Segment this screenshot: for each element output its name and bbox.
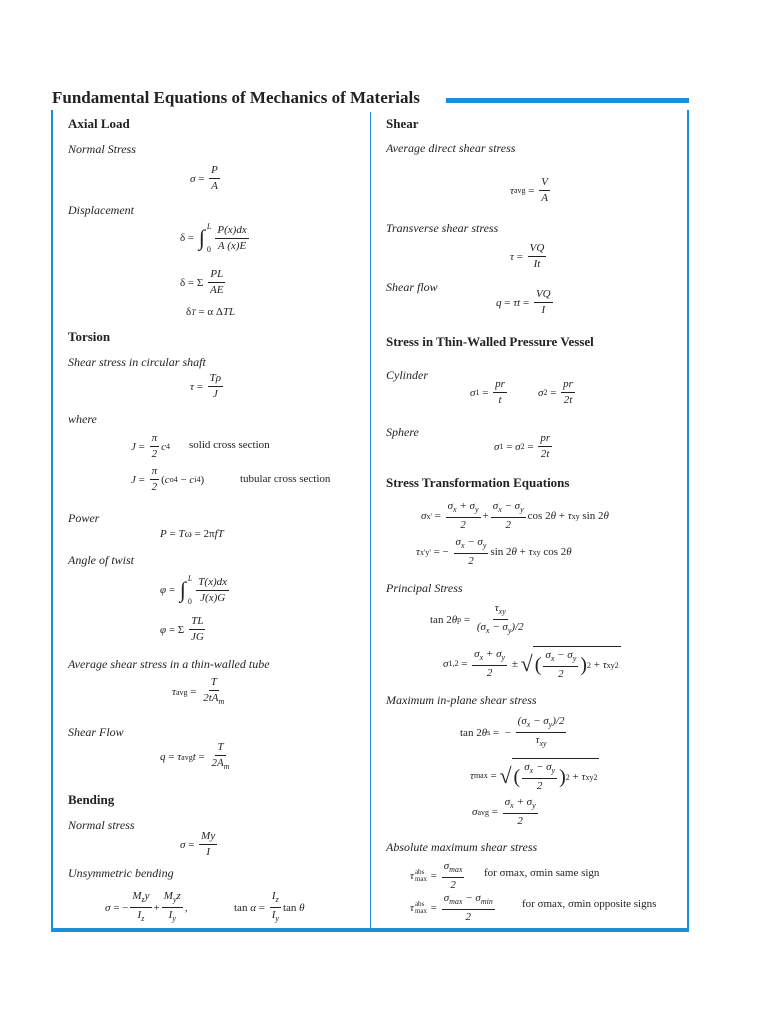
label-shear-flow: Shear Flow [68,725,124,739]
eq-transverse-shear: τ = $\frac{VQ}{It}$ [510,242,545,270]
eq-avg-normal: σ avg = $\frac{\sigma_x + \sigma_y}{2}$ [472,796,536,828]
label-unsymmetric: Unsymmetric bending [68,866,174,880]
label-principal-stress: Principal Stress [386,581,463,595]
label-angle-twist: Angle of twist [68,553,134,567]
eq-normal-stress: σ = $\frac{P}{A}$ [190,164,218,192]
page-title: Fundamental Equations of Mechanics of Materials [52,88,420,107]
label-thin-tube: Average shear stress in a thin-walled tube [68,657,270,671]
eq-twist-integral: φ = ∫ L 0 $\frac{T(x)dx}{J(x)G}$ [160,574,228,606]
eq-cylinder-hoop: σ 1 = $\frac{pr}{t}$ [470,378,505,406]
label-abs-max-shear: Absolute maximum shear stress [386,840,538,854]
eq-shear-flow-right: q = τt = $\frac{VQ}{I}$ [496,288,551,316]
label-sphere: Sphere [386,425,419,439]
label-where: where [68,412,97,426]
eq-bending-normal: σ = $\frac{My}{I}$ [180,830,216,858]
eq-principal-stress: σ 1,2 = $\frac{\sigma_x + \sigma_y}{2}$ ± √ ( $\frac{\sigma_x - \sigma_y}{2}$ ) 2 + τ xy 2 [443,647,619,681]
eq-unsymmetric: σ = − $\frac{M_zy}{I_z}$ + $\frac{M_yz}{I_y}$ , [105,890,188,924]
label-normal-stress: Normal Stress [68,142,136,156]
eq-abs-opposite-sign: τ abs max = $\frac{\sigma_{max} - \sigma_{min}}{2}$ [410,892,493,924]
label-displacement: Displacement [68,203,134,217]
eq-j-solid: J = $\frac{\pi}{2}$ c 4 [131,432,171,460]
label-transverse-shear: Transverse shear stress [386,221,499,235]
eq-tan-alpha: tan α = $\frac{I_z}{I_y}$ tan θ [234,890,305,924]
heading-torsion: Torsion [68,329,111,344]
label-avg-shear: Average direct shear stress [386,141,516,155]
eq-j-tubular: J = $\frac{\pi}{2}$ ( c o 4 − c i 4 ) [131,465,205,493]
eq-cylinder-long: σ 2 = $\frac{pr}{2t}$ [538,378,573,406]
label-max-inplane: Maximum in-plane shear stress [386,693,537,707]
note-same-sign: for σmax, σmin same sign [484,867,600,879]
eq-displacement-integral: δ = ∫ L 0 $\frac{P(x)dx}{A (x)E}$ [180,222,247,254]
note-tubular-section: tubular cross section [240,473,331,485]
eq-transform-normal: σ x' = $\frac{\sigma_x + \sigma_y}{2}$ + $\frac{\sigma_x - \sigma_y}{2}$ cos 2 θ + τ xy sin 2 θ [421,500,609,532]
eq-max-shear-angle: tan 2 θ s = − $\frac{(\sigma_x - \sigma_y)/2}{\tau_{xy}}$ [460,715,565,749]
note-opposite-sign: for σmax, σmin opposite signs [522,898,657,910]
eq-sphere: σ 1 = σ 2 = $\frac{pr}{2t}$ [494,432,551,460]
heading-bending: Bending [68,792,115,807]
eq-abs-same-sign: τ abs max = $\frac{\sigma_{max}}{2}$ [410,860,463,892]
eq-principal-angle: tan 2 θ p = $\frac{\tau_{xy}}{(\sigma_x - \sigma_y)/2}$ [430,602,524,636]
heading-transformation: Stress Transformation Equations [386,475,570,490]
title-rule [446,98,689,103]
eq-twist-sum: φ = Σ $\frac{TL}{JG}$ [160,615,204,643]
eq-torsion-shear: τ = $\frac{T\rho}{J}$ [190,372,222,400]
eq-thin-tube: τ avg = $\frac{T}{2tA_m}$ [172,676,225,707]
column-divider [370,112,371,928]
label-power: Power [68,511,100,525]
eq-transform-shear: τ x'y' = − $\frac{\sigma_x - \sigma_y}{2}$ sin 2 θ + τ xy cos 2 θ [416,536,572,568]
label-bending-normal: Normal stress [68,818,135,832]
label-shear-flow-right: Shear flow [386,280,438,294]
eq-shear-flow: q = τ avg t = $\frac{T}{2A_m}$ [160,741,230,772]
eq-thermal-displacement: δ T = α Δ TL [186,306,236,318]
heading-shear: Shear [386,116,419,131]
note-solid-section: solid cross section [189,439,270,451]
heading-pressure-vessel: Stress in Thin-Walled Pressure Vessel [386,334,594,349]
eq-avg-shear: τ avg = $\frac{V}{A}$ [510,176,548,204]
heading-axial-load: Axial Load [68,116,130,131]
eq-power: P = T ω = 2π fT [160,528,224,540]
eq-displacement-sum: δ = Σ $\frac{PL}{AE}$ [180,268,224,296]
label-cylinder: Cylinder [386,368,428,382]
label-shear-circular: Shear stress in circular shaft [68,355,206,369]
eq-max-shear: τ max = √ ( $\frac{\sigma_x - \sigma_y}{2}$ ) 2 + τ xy 2 [470,758,599,793]
